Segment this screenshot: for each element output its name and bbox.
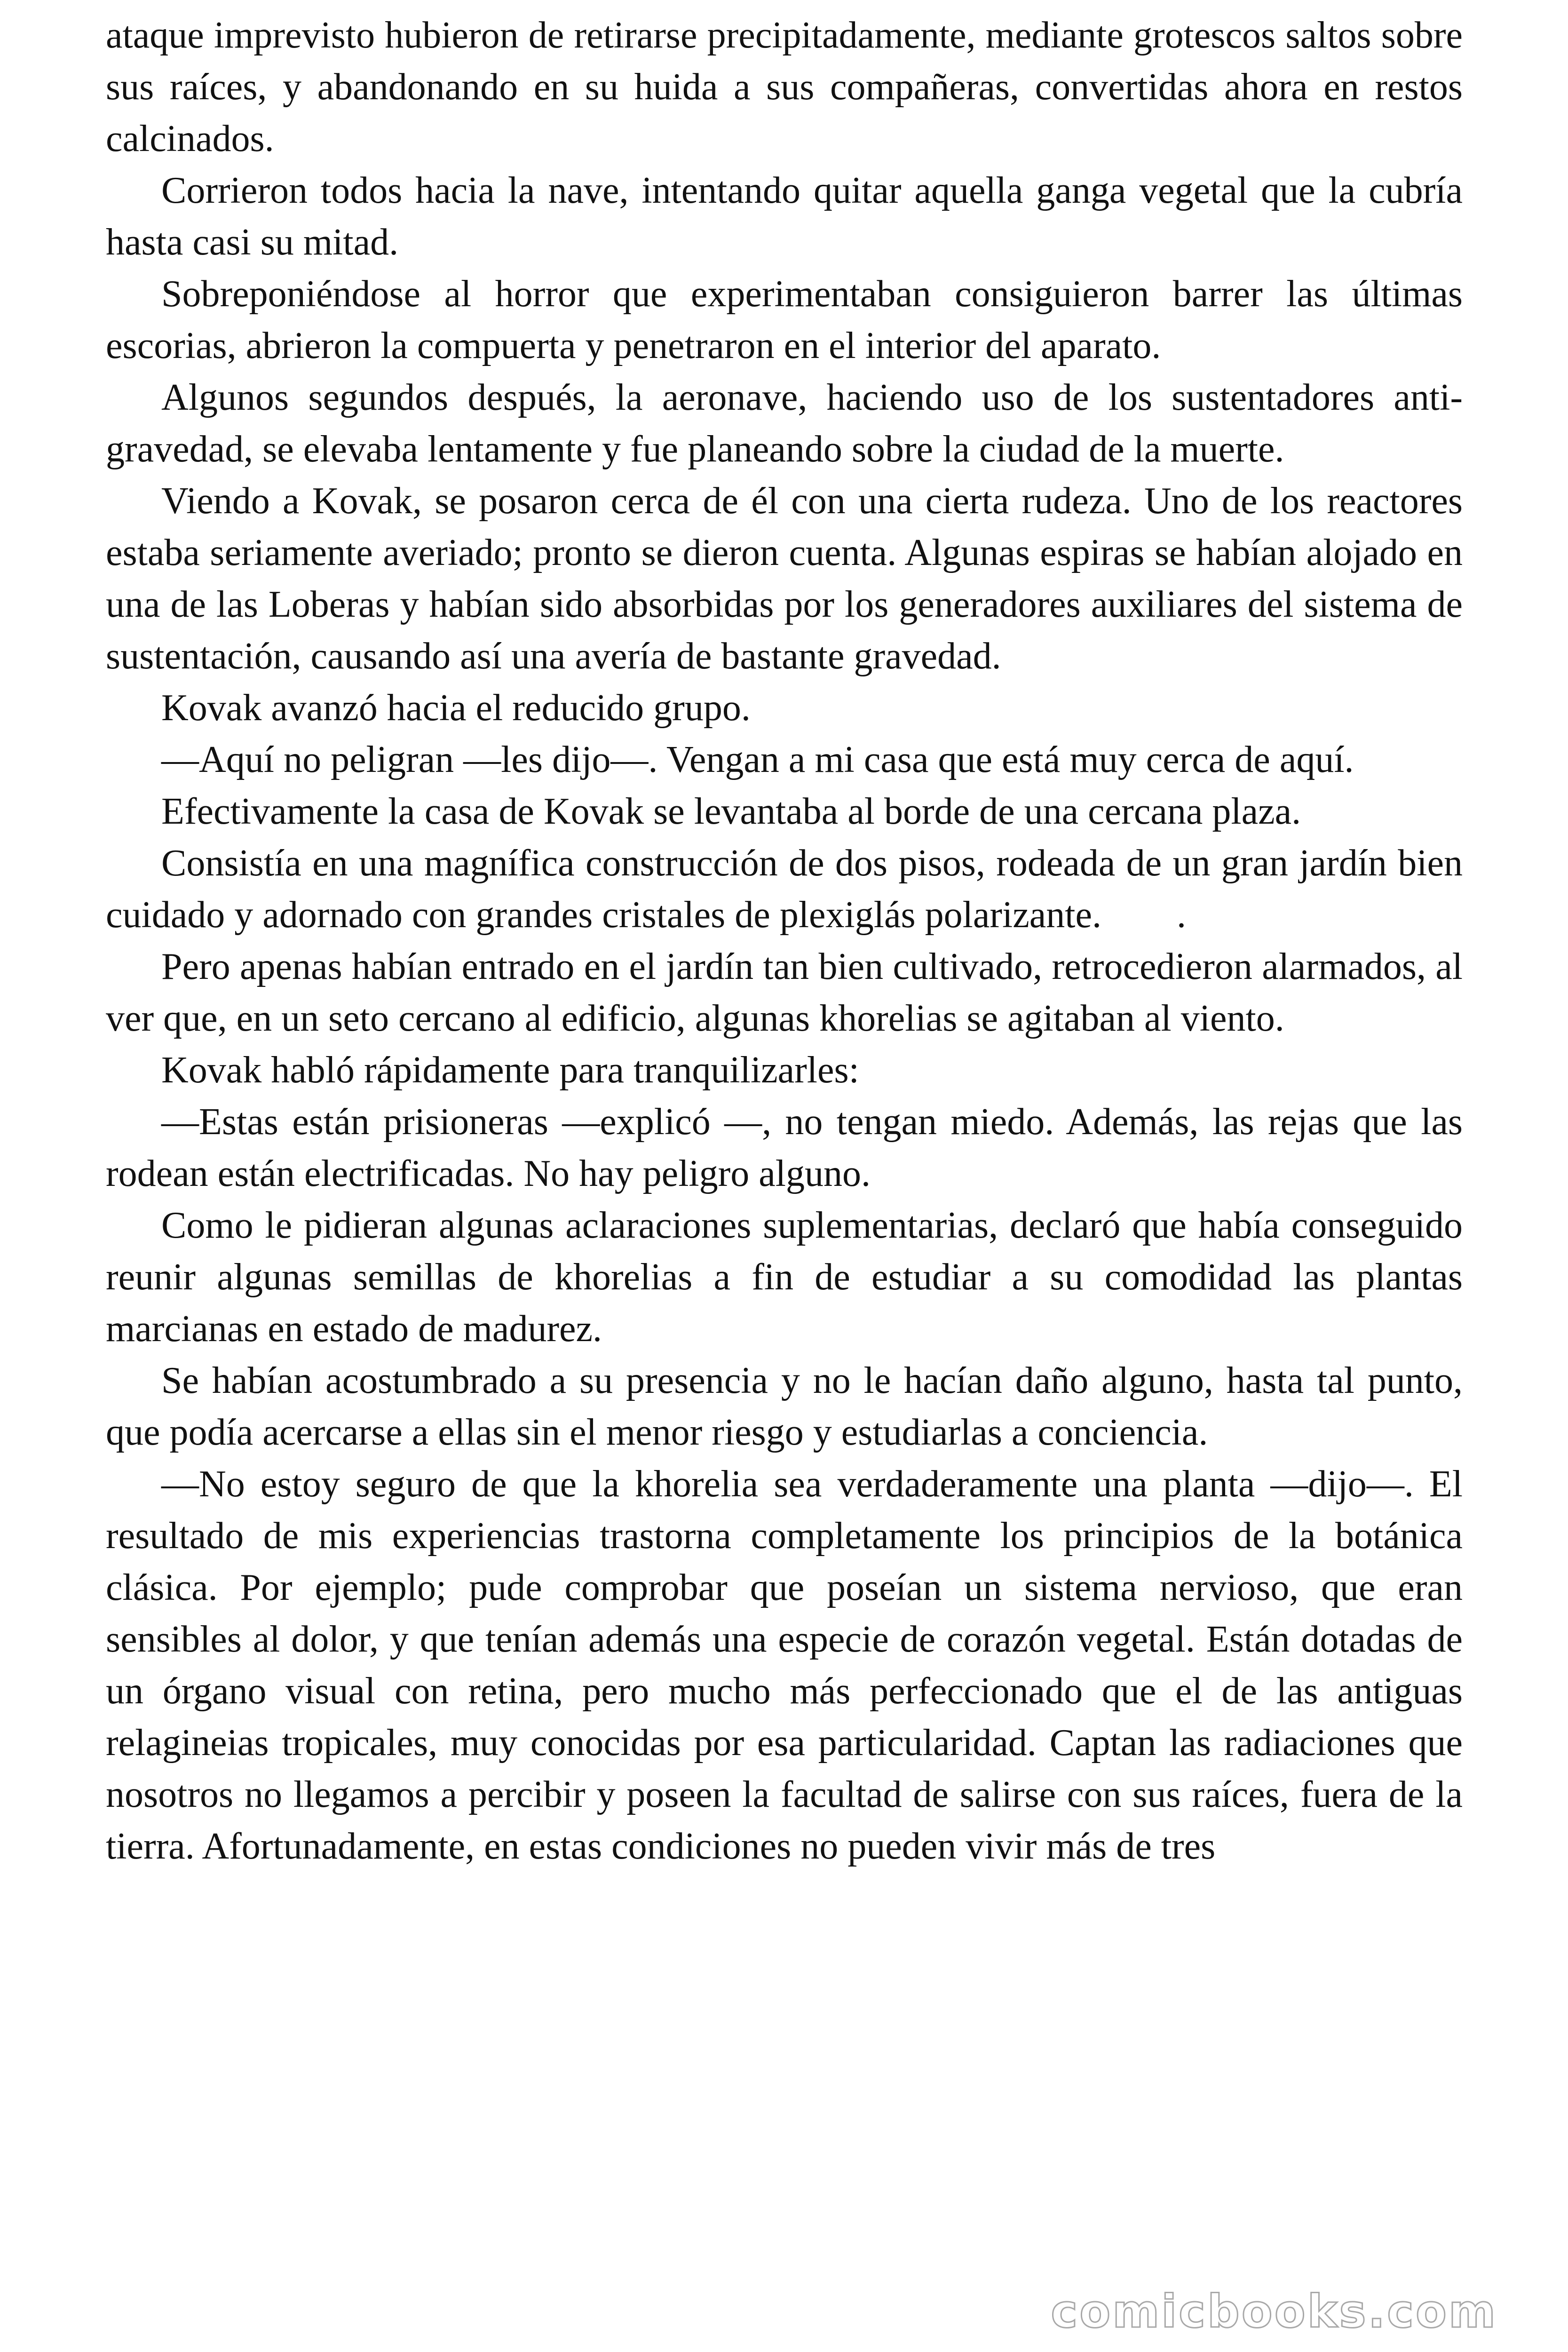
- paragraph: Se habían acostumbrado a su presencia y no le hacían daño alguno, hasta tal punto, que podía acercarse a ellas sin el menor riesgo y estudiarlas a conciencia.: [106, 1360, 1463, 1453]
- paragraph: Kovak habló rápidamente para tranquilizarles:: [161, 1049, 859, 1091]
- paragraph: Kovak avanzó hacia el reducido grupo.: [161, 687, 751, 729]
- paragraph: Consistía en una magnífica construcción de dos pisos, rodeada de un gran jardín bien cuidado y adornado con grandes cristales de plexiglás polarizante. .: [106, 842, 1472, 936]
- paragraph: Viendo a Kovak, se posaron cerca de él con una cierta rudeza. Uno de los reactores estaba seriamente averiado; pronto se dieron cuenta. Algunas espiras se habían alojado en una de las Loberas y habían sido absorbidas por los generadores auxiliares del sistema de sustentación, causando así una avería de bastante gravedad.: [106, 480, 1463, 677]
- paragraph: —No estoy seguro de que la khorelia sea verdaderamente una planta —dijo—. El resultado de mis experiencias trastorna completamente los principios de la botánica clásica. Por ejemplo; pude comprobar que poseían un sistema nervioso, que eran sensibles al dolor, y que tenían además una especie de corazón vegetal. Están dotadas de un órgano visual con retina, pero mucho más perfeccionado que el de las antiguas relagineias tropicales, muy conocidas por esa particularidad. Captan las radiaciones que nosotros no llegamos a percibir y poseen la facultad de salirse con sus raíces, fuera de la tierra. Afortunadamente, en estas condiciones no pueden vivir más de tres: [106, 1463, 1463, 1867]
- body-text: [106, 9, 1472, 1872]
- paragraph: —Aquí no peligran —les dijo—. Vengan a mi casa que está muy cerca de aquí.: [161, 739, 1354, 780]
- paragraph: Algunos segundos después, la aeronave, haciendo uso de los sustentadores anti-gravedad, se elevaba lentamente y fue planeando sobre la ciudad de la muerte.: [106, 377, 1463, 470]
- paragraph: Sobreponiéndose al horror que experimentaban consiguieron barrer las últimas escorias, abrieron la compuerta y penetraron en el interior del aparato.: [106, 273, 1463, 366]
- paragraph: Pero apenas habían entrado en el jardín tan bien cultivado, retrocedieron alarmados, al ver que, en un seto cercano al edificio, algunas khorelias se agitaban al viento.: [106, 946, 1463, 1039]
- paragraph: ataque imprevisto hubieron de retirarse precipitadamente, mediante grotescos saltos sobre sus raíces, y abandonando en su huida a sus compañeras, convertidas ahora en restos calcinados.: [106, 15, 1463, 159]
- paragraph: Efectivamente la casa de Kovak se levantaba al borde de una cercana plaza.: [161, 791, 1301, 832]
- watermark: comicbooks.com: [1051, 2285, 1497, 2338]
- paragraph: —Estas están prisioneras —explicó —, no tengan miedo. Además, las rejas que las rodean están electrificadas. No hay peligro alguno.: [106, 1101, 1463, 1194]
- paragraph: Corrieron todos hacia la nave, intentando quitar aquella ganga vegetal que la cubría hasta casi su mitad.: [106, 170, 1463, 263]
- paragraph: Como le pidieran algunas aclaraciones suplementarias, declaró que había conseguido reunir algunas semillas de khorelias a fin de estudiar a su comodidad las plantas marcianas en estado de madurez.: [106, 1205, 1463, 1350]
